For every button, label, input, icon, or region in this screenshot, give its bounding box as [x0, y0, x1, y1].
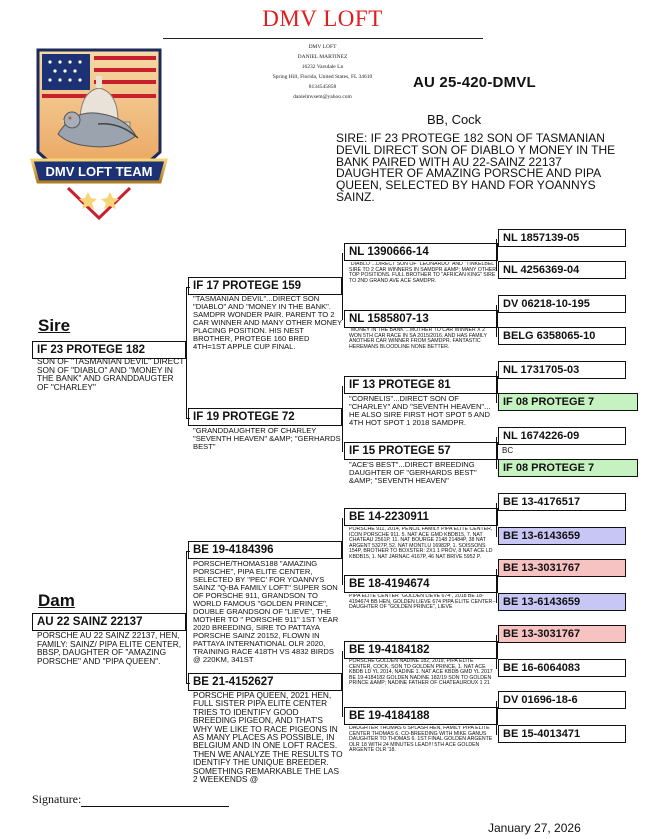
- connector: [186, 418, 190, 419]
- loft-logo: [28, 42, 170, 222]
- contact-line: DMV LOFT: [308, 44, 337, 50]
- gen4-ring-6: IF 08 PROTEGE 7: [498, 393, 638, 411]
- gen3-ring-5: BE 14-2230911: [344, 508, 498, 526]
- gen3-ring-4: IF 15 PROTEGE 57: [344, 442, 498, 460]
- gen4-ring-15: DV 01696-18-6: [498, 691, 626, 709]
- sire-description: SON OF "TASMANIAN DEVIL" DIRECT SON OF "DIABLO" AND "MONEY IN THE BANK" AND GRANDDAUGTER OF "CHARLEY": [37, 357, 185, 392]
- gen4-ring-11: BE 13-3031767: [498, 559, 626, 577]
- loft-title: DMV LOFT: [262, 6, 383, 31]
- dam-dam-description: PORSCHE PIPA QUEEN, 2021 HEN, FULL SISTER PIPA ELITE CENTER TRIES TO IDENTIFY GOOD BREEDING PIGEON, AND THAT'S WHY WE LIKE TO RACE PIGEONS IN AS MANY PLACES AS POSSIBLE, IN BELGIUM AND IN ONE LOFT RACES. THEN WE ANALYZE THE RESULTS TO IDENTIFY THE UNIQUE BREEDER. SOMETHING REMARKABLE THE LAS 2 WEEKENDS @: [193, 691, 343, 785]
- gen4-ring-7: NL 1674226-09: [498, 427, 626, 445]
- gen3-description-8: DAUGHTER THOMAS 6 SPLASH HEN, FAMILY PIPA ELITE CENTER THOMAS 6. CO-BREEDING WITH MIKE GANUS DAUGHTER TO THOMAS 6. 1ST FINAL GOLDEN ARGENTE OLR 18 WITH 24 MINUTES LEAD!!! 5TH ACE GOLDEN ARGENTE OLR '18.: [349, 726, 493, 754]
- gen4-ring-9: BE 13-4176517: [498, 493, 626, 511]
- gen3-ring-3: IF 13 PROTEGE 81: [344, 376, 498, 394]
- gen3-description-5: PORSCHE 911, 2014, PENCIL FAMILY PIPA ELITE CENTER, ICON PORSCHE 911. 5. NAT ACE GMD KBDB15, 7. NAT CHATEAU 2561P, 11. NAT BOURGE 2148 21484P, 38 NAT ARGENT 5327P, 52. NAT MONTLU 16982P, 1. SOISSONS 154P, BROTHER TO BOXSTER: 2X1 1 PROV, 8 NAT ACE LD KBDB15, 1. NAT JARNAC 4167P, 46 NAT BRIVE 5952 P.: [349, 527, 493, 560]
- sire-label: Sire: [38, 316, 71, 335]
- gen4-ring-2: NL 4256369-04: [498, 261, 626, 279]
- dam-ring: AU 22 SAINZ 22137: [32, 613, 186, 631]
- contact-line: 8134545858: [308, 84, 337, 90]
- bracket-gen4: [496, 635, 497, 669]
- dam-dam-ring: BE 21-4152627: [188, 673, 342, 691]
- dam-label: Dam: [38, 591, 75, 610]
- bracket-gen3: [342, 386, 343, 452]
- subject-remarks: SIRE: IF 23 PROTEGE 182 SON OF TASMANIAN DEVIL DIRECT SON OF DIABLO Y MONEY IN THE BANK PAIRED WITH AU 22-SAINZ 22137 DAUGHTER OF AMAZING PORSCHE AND PIPA QUEEN, SELECTED BY HAND FOR YOANNYS SAINZ.: [336, 131, 616, 204]
- contact-block: [250, 42, 395, 102]
- bracket-gen4: [496, 305, 497, 337]
- dam-sire-ring: BE 19-4184396: [188, 541, 342, 559]
- gen3-ring-2: NL 1585807-13: [344, 310, 498, 328]
- gen4-ring-3: DV 06218-10-195: [498, 295, 626, 313]
- dam-description: PORSCHE AU 22 SAINZ 22137, HEN, FAMILY: SAINZ/ PIPA ELITE CENTER, BBSP, DAUGHTER OF "AMAZING PORSCHE" AND "PIPA QUEEN".: [37, 631, 182, 666]
- sire-dam-ring: IF 19 PROTEGE 72: [188, 408, 342, 426]
- bracket-gen3: [342, 253, 343, 320]
- signature-line: [32, 792, 229, 807]
- contact-line: danielmvsem@yahoo.com: [293, 94, 352, 100]
- gen3-ring-7: BE 19-4184182: [344, 641, 498, 659]
- gen4-ring-10: BE 13-6143659: [498, 527, 626, 545]
- signature-blank: [81, 796, 229, 807]
- gen4-ring-5: NL 1731705-03: [498, 361, 626, 379]
- gen3-description-7: PORSCHE GOLDEN NADINE 182, 2019, PIPA ELITE CENTER, COCK, SON TO GOLDEN PRINCE, 1. NAT ACE KBDB LD YL 2014, NADINE 1. NAT ACE KBDB GMD YL 2017 BE 19-4184182 GOLDEN NADINE 182/19 SON TO GOLDEN PRINCE &AMP; NADINE FATHER OF CHATEAUROUX 1 21: [349, 659, 493, 687]
- gen4-ring-12: BE 13-6143659: [498, 593, 626, 611]
- connector: [186, 551, 190, 552]
- gen4-ring-16: BE 15-4013471: [498, 725, 626, 743]
- contact-line: Spring Hill, Florida, United States, FL 34610: [272, 74, 373, 80]
- bracket-gen4: [496, 371, 497, 403]
- title-divider: [163, 38, 483, 39]
- signature-label: Signature:: [32, 792, 82, 806]
- bracket-gen4: [496, 503, 497, 537]
- dam-sire-description: PORSCHE/THOMAS188 "AMAZING PORSCHE", PIPA ELITE CENTER, SELECTED BY "PEC' FOR YOANNYS SAINZ "Q-BA FAMILY LOFT" SUPER SON OF PORSCHE 911, GRANDSON TO WORLD FAMOUS "GOLDEN PRINCE", DOUBLE GRANDSON OF "LIEVE", THE MOTHER TO " PORSCHE 911" 1ST YEAR 2020 BREEDING, SIRE TO PATTAYA PORSCHE SAINZ 20152, FLOWN IN PATTAYA INTERNATIONAL OLR 2020, TRAINING RACE 418TH VS 4832 BIRDS @ 220KM, 341ST: [193, 560, 339, 664]
- gen3-ring-6: BE 18-4194674: [344, 575, 498, 593]
- bracket-gen4: [496, 701, 497, 735]
- gen3-description-6: PIPA ELITE CENTER "GOLDEN LIEVE 674", 2018 BE 18-4194674 BB HEN, GOLDEN LIEVE 674 PIPA ELITE CENTER-- DAUGHTER OF "GOLDEN PRINCE", LIEVE: [349, 594, 496, 611]
- gen3-ring-1: NL 1390666-14: [344, 243, 498, 261]
- connector: [186, 683, 190, 684]
- sire-dam-description: "GRANDDAUGHTER OF CHARLEY "SEVENTH HEAVEN" &AMP; "GERHARDS BEST": [193, 427, 341, 451]
- gen3-description-4: "ACE'S BEST"...DIRECT BREEDING DAUGHTER OF "GERHARDS BEST" &AMP; "SEVENTH HEAVEN": [349, 461, 477, 485]
- contact-line: DANIEL MARTINEZ: [297, 54, 348, 60]
- logo-text: DMV LOFT TEAM: [45, 164, 153, 179]
- gen4-ring-8: IF 08 PROTEGE 7: [498, 459, 638, 477]
- contact-line: 16232 Varsdale Ln: [301, 64, 344, 70]
- bracket-gen3: [342, 518, 343, 585]
- gen4-ring-1: NL 1857139-05: [498, 229, 626, 247]
- gen3-description-2: "MONEY IN THE BANK"...MOTHER TO CAR WINNER X 2 WON 5TH CAR RACE IN SA 2015/2016. AND HAS FAMILY ANOTHER CAR WINNER FROM SAMDPR. FANTASTIC HEREMANS BLOODLINE NONE BETTER.: [349, 328, 487, 350]
- sire-ring: IF 23 PROTEGE 182: [32, 341, 186, 359]
- subject-color-sex: BB, Cock: [427, 112, 482, 127]
- bracket-gen4: [496, 239, 497, 271]
- gen3-description-3: "CORNELIS"...DIRECT SON OF "CHARLEY" AND "SEVENTH HEAVEN"... HE ALSO SIRE FIRST HOT SPOT 5 AND 4TH HOT SPOT 1 2018 SAMDPR.: [349, 395, 491, 427]
- subject-ring-number: AU 25-420-DMVL: [413, 74, 536, 91]
- bracket-gen3: [342, 651, 343, 717]
- bracket-dam: [186, 551, 187, 683]
- gen3-ring-8: BE 19-4184188: [344, 707, 498, 725]
- gen3-description-1: "DIABLO"...DIRECT SON OF "LEONARDO" AND "TINKELBEL" SIRE TO 2 CAR WINNERS IN SAMDPR &AMP; MANY OTHER TOP POSITIONS. FULL BROTHER TO "AFRICAN KING" SIRE TO 2ND GRAND AVE ACE SAMDPR.: [349, 262, 497, 284]
- bracket-sire: [186, 287, 187, 418]
- bracket-gen4: [496, 569, 497, 603]
- sire-sire-ring: IF 17 PROTEGE 159: [188, 277, 342, 295]
- sire-sire-description: "TASMANIAN DEVIL"...DIRECT SON "DIABLO" AND "MONEY IN THE BANK". SAMDPR WONDER PAIR. PARENT TO 2 CAR WINNER AND MANY OTHER MONEY PLACING POSITION. HIS NEST BROTHER, PROTEGE 160 BRED 4TH=1ST APPLE CUP FINAL.: [193, 295, 343, 351]
- print-date: January 27, 2026: [488, 821, 581, 835]
- gen4-ring-4: BELG 6358065-10: [498, 327, 626, 345]
- gen4-ring-14: BE 16-6064083: [498, 659, 626, 677]
- connector: [186, 287, 190, 288]
- gen4-ring-13: BE 13-3031767: [498, 625, 626, 643]
- gen4-note: BC: [502, 446, 514, 455]
- bracket-gen4: [496, 437, 497, 469]
